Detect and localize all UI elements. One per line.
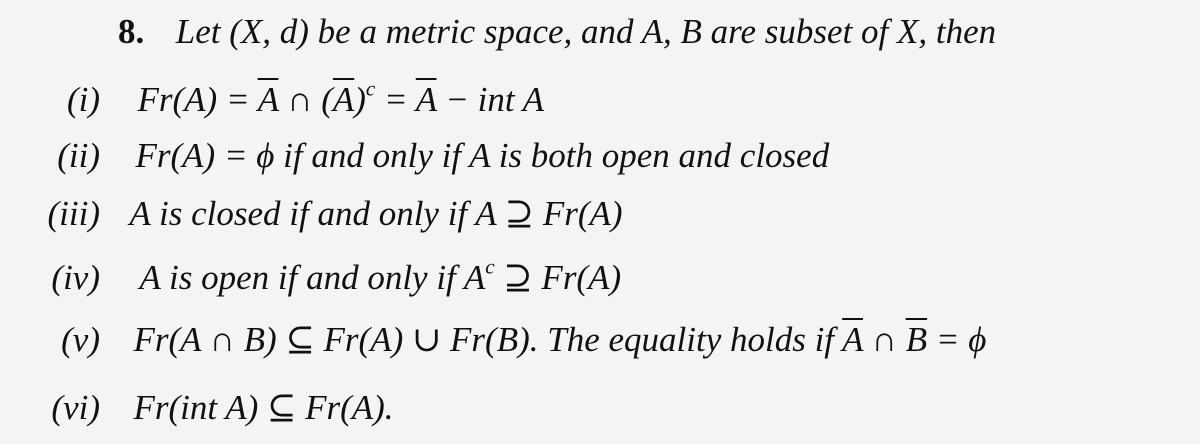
item-label: (ii): [57, 136, 100, 175]
item-vi: [0, 390, 394, 425]
problem-number: 8.: [118, 12, 145, 51]
item-text: A is open if and only if $A^c$ ⊇ Fr(A): [139, 254, 622, 297]
item-iii: [0, 196, 623, 231]
item-ii: [0, 138, 829, 173]
item-text: A is closed if and only if A ⊇ Fr(A): [129, 194, 623, 233]
item-iv: [0, 254, 622, 297]
item-text: Fr(A) = ϕ if and only if A is both open and closed: [135, 136, 830, 175]
item-label: (i): [66, 80, 100, 119]
item-label: (v): [61, 320, 100, 359]
item-text: Fr(A ∩ B) ⊆ Fr(A) ∪ Fr(B). The equality holds if $\overline{A}$ ∩ $\overline{B} = \phi$: [133, 320, 987, 359]
item-label: (iii): [47, 194, 100, 233]
item-text: Fr(int A) ⊆ Fr(A).: [133, 388, 394, 427]
item-label: (vi): [51, 388, 100, 427]
item-text: $Fr(A) = \overline{A}$ ∩ $(\overline{A})^c = \overline{A}$ − int A: [137, 76, 545, 119]
problem-intro: Let (X, d) be a metric space, and A, B are subset of X, then: [175, 12, 997, 51]
problem-heading: [118, 14, 996, 49]
item-label: (iv): [51, 258, 100, 297]
item-v: [0, 322, 986, 357]
item-i: [0, 76, 545, 119]
